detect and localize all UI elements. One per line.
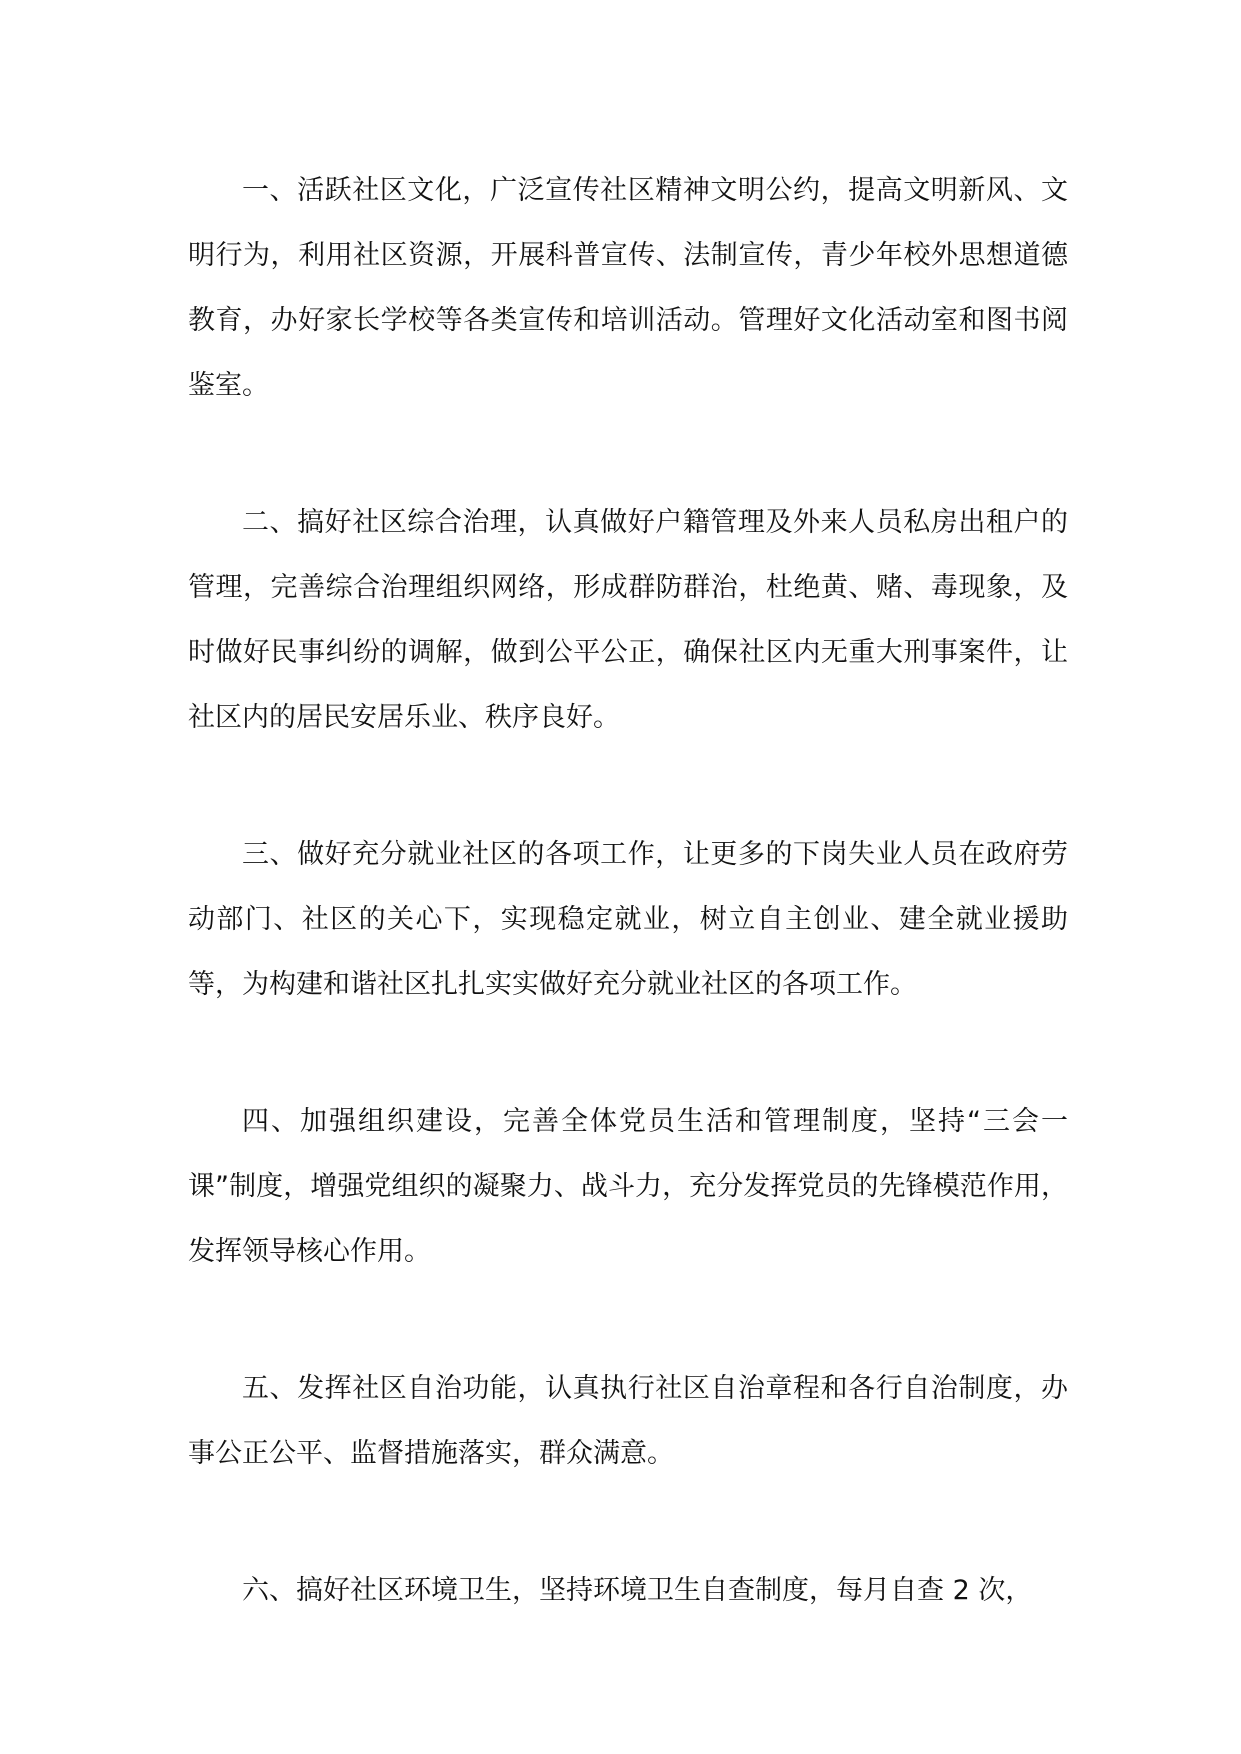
paragraph-5: 五、发挥社区自治功能，认真执行社区自治章程和各行自治制度，办事公正公平、监督措施落实，群众满意。	[188, 1373, 1068, 1469]
document-page	[188, 158, 1068, 1695]
paragraph-3: 三、做好充分就业社区的各项工作，让更多的下岗失业人员在政府劳动部门、社区的关心下，实现稳定就业，树立自主创业、建全就业援助等，为构建和谐社区扎扎实实做好充分就业社区的各项工作。	[188, 839, 1068, 1000]
paragraph-4: 四、加强组织建设，完善全体党员生活和管理制度，坚持“三会一课”制度，增强党组织的凝聚力、战斗力，充分发挥党员的先锋模范作用，发挥领导核心作用。	[188, 1106, 1068, 1267]
paragraph-1: 一、活跃社区文化，广泛宣传社区精神文明公约，提高文明新风、文明行为，利用社区资源，开展科普宣传、法制宣传，青少年校外思想道德教育，办好家长学校等各类宣传和培训活动。管理好文化活动室和图书阅鉴室。	[188, 175, 1068, 401]
paragraph-6: 六、搞好社区环境卫生，坚持环境卫生自查制度，每月自查 2 次，	[242, 1575, 1033, 1606]
paragraph-2: 二、搞好社区综合治理，认真做好户籍管理及外来人员私房出租户的管理，完善综合治理组织网络，形成群防群治，杜绝黄、赌、毒现象，及时做好民事纠纷的调解，做到公平公正，确保社区内无重大刑事案件，让社区内的居民安居乐业、秩序良好。	[188, 507, 1068, 733]
